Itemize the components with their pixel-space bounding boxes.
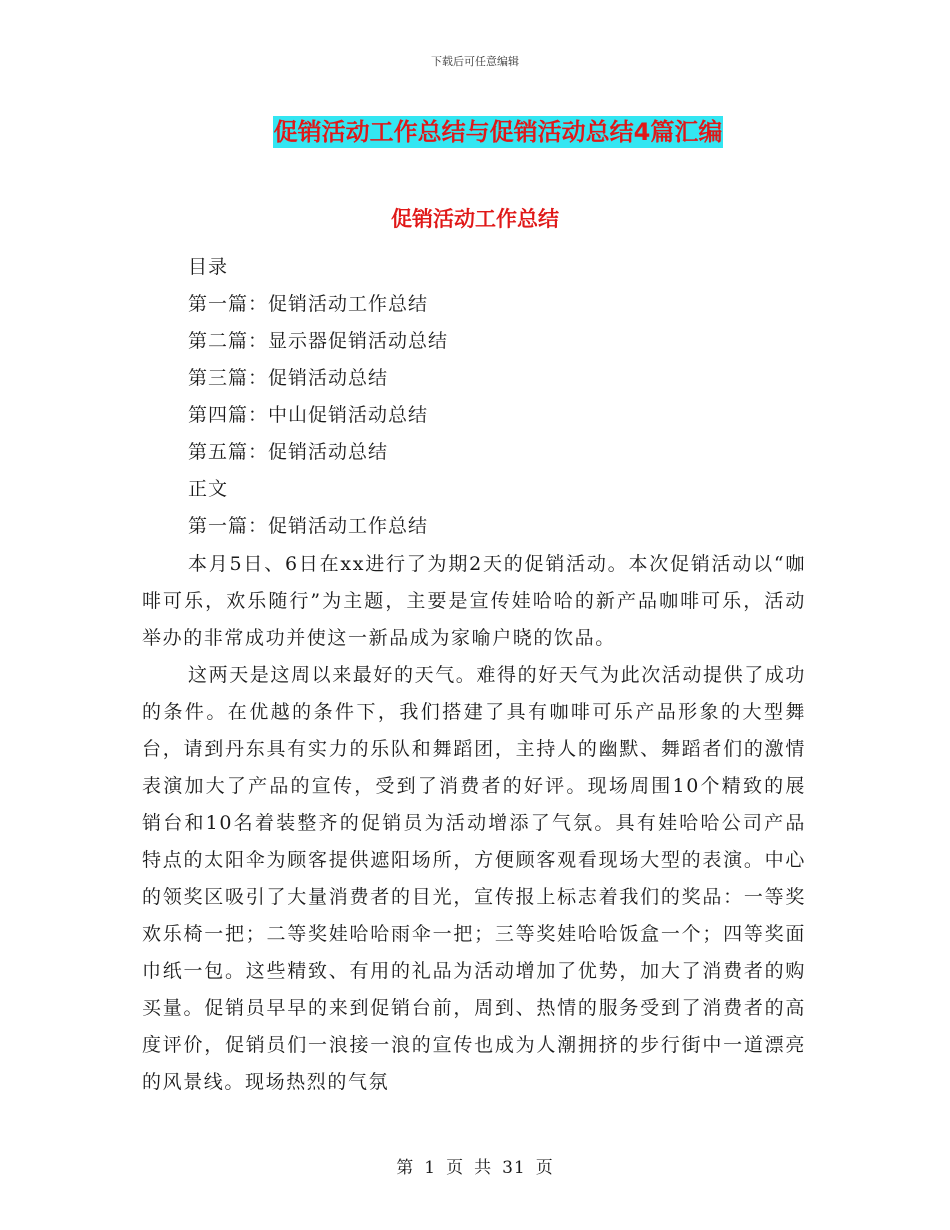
main-title-highlight: 促销活动工作总结与促销活动总结4篇汇编 <box>273 118 723 146</box>
footer-label-page: 第 <box>396 1158 415 1178</box>
page-footer <box>0 1153 950 1178</box>
toc-item-3: 第三篇：促销活动总结 <box>188 367 389 389</box>
footer-label-total: 共 <box>474 1158 493 1178</box>
body-heading: 正文 <box>188 478 229 500</box>
footer-label-page-unit: 页 <box>446 1158 465 1178</box>
toc-item-5: 第五篇：促销活动总结 <box>188 441 389 463</box>
paragraph: 这两天是这周以来最好的天气。难得的好天气为此次活动提供了成功的条件。在优越的条件下，我们搭建了具有咖啡可乐产品形象的大型舞台，请到丹东具有实力的乐队和舞蹈团，主持人的幽默、舞蹈者们的激情表演加大了产品的宣传，受到了消费者的好评。现场周围10个精致的展销台和10名着装整齐的促销员为活动增添了气氛。具有娃哈哈公司产品特点的太阳伞为顾客提供遮阳场所，方便顾客观看现场大型的表演。中心的领奖区吸引了大量消费者的目光，宣传报上标志着我们的奖品：一等奖欢乐椅一把；二等奖娃哈哈雨伞一把；三等奖娃哈哈饭盒一个；四等奖面巾纸一包。这些精致、有用的礼品为活动增加了优势，加大了消费者的购买量。促销员早早的来到促销台前，周到、热情的服务受到了消费者的高度评价，促销员们一浪接一浪的宣传也成为人潮拥挤的步行街中一道漂亮的风景线。现场热烈的气氛 <box>142 664 807 1093</box>
footer-label-total-unit: 页 <box>535 1158 554 1178</box>
document-main-title <box>0 112 950 147</box>
current-page-number: 1 <box>424 1158 437 1178</box>
section-title: 促销活动工作总结 <box>391 207 559 231</box>
page-header-note: 下载后可任意编辑 <box>431 55 519 68</box>
toc-heading: 目录 <box>188 256 229 278</box>
paragraph: 本月5日、6日在xx进行了为期2天的促销活动。本次促销活动以“咖啡可乐，欢乐随行”为主题，主要是宣传娃哈哈的新产品咖啡可乐，活动举办的非常成功并使这一新品成为家喻户晓的饮品。 <box>142 553 806 649</box>
toc-item-4: 第四篇：中山促销活动总结 <box>188 404 429 426</box>
body-text <box>142 546 806 1101</box>
chapter-heading: 第一篇：促销活动工作总结 <box>188 515 429 537</box>
toc-item-2: 第二篇：显示器促销活动总结 <box>188 330 449 352</box>
total-pages-number: 31 <box>502 1158 526 1178</box>
toc-item-1: 第一篇：促销活动工作总结 <box>188 293 429 315</box>
